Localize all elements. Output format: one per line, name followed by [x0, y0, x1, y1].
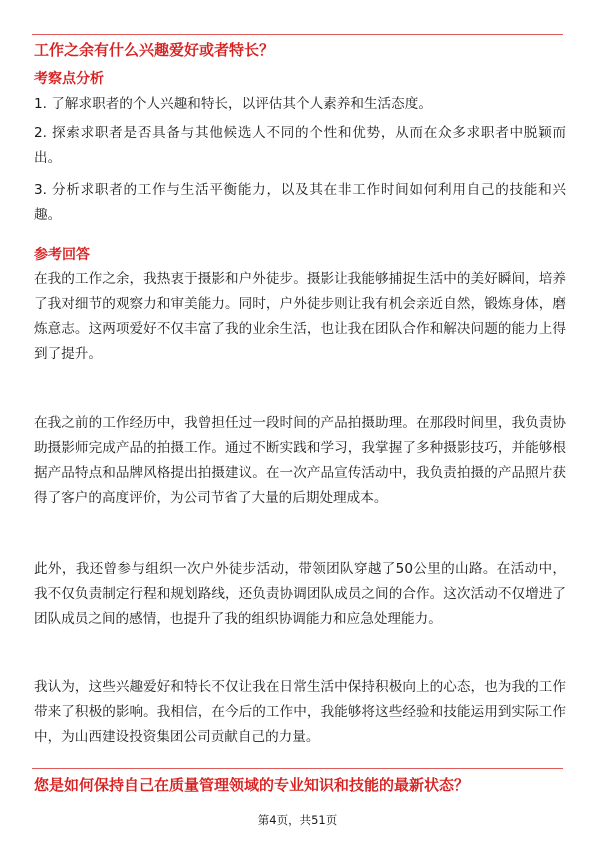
- analysis-point-3: 3. 分析求职者的工作与生活平衡能力，以及其在非工作时间如何利用自己的技能和兴趣。: [34, 182, 566, 223]
- question-title: 工作之余有什么兴趣爱好或者特长？: [34, 41, 275, 59]
- answer-heading: 参考回答: [34, 247, 90, 263]
- page-number-footer: 第4页，共51页: [257, 813, 338, 827]
- analysis-point-2: 2. 探索求职者是否具备与其他候选人不同的个性和优势，从而在众多求职者中脱颖而出。: [34, 125, 566, 166]
- answer-paragraph-2: 在我之前的工作经历中，我曾担任过一段时间的产品拍摄助理。在那段时间里，我负责协助摄影师完成产品的拍摄工作。通过不断实践和学习，我掌握了多种摄影技巧，并能够根据产品特点和品牌风格提出拍摄建议。在一次产品宣传活动中，我负责拍摄的产品照片获得了客户的高度评价，为公司节省了大量的后期处理成本。: [34, 415, 566, 506]
- answer-paragraph-3: 此外，我还曾参与组织一次户外徒步活动，带领团队穿越了50公里的山路。在活动中，我不仅负责制定行程和规划路线，还负责协调团队成员之间的合作。这次活动不仅增进了团队成员之间的感情，也提升了我的组织协调能力和应急处理能力。: [34, 561, 566, 627]
- answer-paragraph-4: 我认为，这些兴趣爱好和特长不仅让我在日常生活中保持积极向上的心态，也为我的工作带来了积极的影响。我相信，在今后的工作中，我能够将这些经验和技能运用到实际工作中，为山西建设投资集团公司贡献自己的力量。: [34, 679, 566, 745]
- top-divider: [32, 34, 563, 35]
- next-question-title: 您是如何保持自己在质量管理领域的专业知识和技能的最新状态？: [34, 776, 470, 794]
- answer-paragraph-1: 在我的工作之余，我热衷于摄影和户外徒步。摄影让我能够捕捉生活中的美好瞬间，培养了我对细节的观察力和审美能力。同时，户外徒步则让我有机会亲近自然，锻炼身体，磨炼意志。这两项爱好不仅丰富了我的业余生活，也让我在团队合作和解决问题的能力上得到了提升。: [34, 271, 566, 362]
- bottom-divider: [32, 768, 563, 769]
- analysis-point-1: 1. 了解求职者的个人兴趣和特长，以评估其个人素养和生活态度。: [34, 96, 432, 112]
- analysis-heading: 考察点分析: [34, 71, 104, 87]
